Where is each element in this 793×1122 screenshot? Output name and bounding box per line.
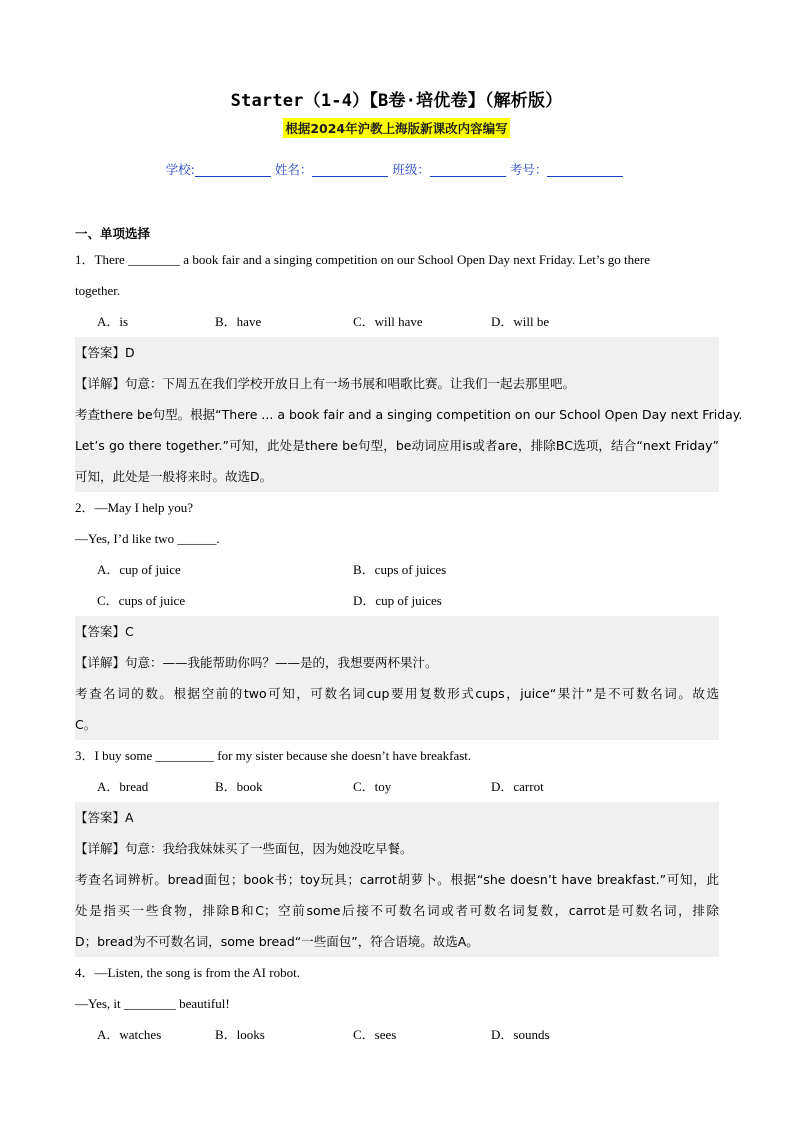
detail-line: 【详解】句意：下周五在我们学校开放日上有一场书展和唱歌比赛。让我们一起去那里吧。 <box>75 376 576 391</box>
question-2-option-c[interactable]: C．cups of juice <box>97 593 186 608</box>
question-4-option-a[interactable]: A．watches <box>97 1027 162 1042</box>
question-3-option-d[interactable]: D．carrot <box>491 779 544 794</box>
detail-line: 【详解】句意：——我能帮助你吗？——是的，我想要两杯果汁。 <box>75 655 438 670</box>
question-2-answer-block <box>75 616 719 740</box>
detail-line: 考查there be句型。根据“There ... a book fair and a singing competition on our School Open Day next Friday. <box>75 407 743 422</box>
question-4-text: 4．—Listen, the song is from the AI robot. <box>75 965 300 980</box>
detail-line: 考查名词的数。根据空前的two可知，可数名词cup要用复数形式cups，juice“果汁”是不可数名词。故选 <box>75 686 719 701</box>
class-blank[interactable] <box>430 163 506 177</box>
question-1-text-cont: together. <box>75 283 121 298</box>
question-3-option-c[interactable]: C．toy <box>353 779 392 794</box>
school-label: 学校: <box>165 162 195 177</box>
answer-label: 【答案】C <box>75 624 134 639</box>
page-title: Starter（1-4）【B卷·培优卷】（解析版） <box>230 91 563 111</box>
page-subtitle: 根据2024年沪教上海版新课改内容编写 <box>283 118 509 138</box>
question-2-options-row-1 <box>75 554 719 585</box>
class-label: 班级： <box>392 162 430 177</box>
exam-number-label: 考号： <box>509 162 548 177</box>
detail-line: 可知，此处是一般将来时。故选D。 <box>75 469 273 484</box>
name-label: 姓名： <box>274 162 313 177</box>
detail-line: 【详解】句意：我给我妹妹买了一些面包，因为她没吃早餐。 <box>75 841 413 856</box>
question-3-text: 3．I buy some _________ for my sister because she doesn’t have breakfast. <box>75 748 472 763</box>
question-2-options-row-2 <box>75 585 719 616</box>
questions-list <box>75 244 743 1050</box>
question-1-option-c[interactable]: C．will have <box>353 314 423 329</box>
question-1-option-b[interactable]: B．have <box>215 314 262 329</box>
detail-line: D；bread为不可数名词，some bread“一些面包”，符合语境。故选A。 <box>75 934 479 949</box>
question-1-option-d[interactable]: D．will be <box>491 314 550 329</box>
question-2-option-a[interactable]: A．cup of juice <box>97 562 181 577</box>
school-blank[interactable] <box>195 163 271 177</box>
student-info-row <box>0 160 793 178</box>
answer-label: 【答案】A <box>75 810 134 825</box>
question-2-text: 2．—May I help you? <box>75 500 194 515</box>
question-3-option-a[interactable]: A．bread <box>97 779 149 794</box>
question-4-option-c[interactable]: C．sees <box>353 1027 397 1042</box>
question-2-option-d[interactable]: D．cup of juices <box>353 593 442 608</box>
question-1-text: 1．There ________ a book fair and a singing competition on our School Open Day next Friday. Let’s go there <box>75 252 651 267</box>
question-4-option-b[interactable]: B．looks <box>215 1027 265 1042</box>
detail-line: C。 <box>75 717 97 732</box>
section-title: 一、单项选择 <box>75 226 151 241</box>
exam-number-blank[interactable] <box>547 163 623 177</box>
question-3-option-b[interactable]: B．book <box>215 779 263 794</box>
question-4-options <box>75 1019 719 1050</box>
question-2-text-cont: —Yes, I’d like two ______. <box>75 531 220 546</box>
question-1-option-a[interactable]: A．is <box>97 314 129 329</box>
question-2-option-b[interactable]: B．cups of juices <box>353 562 447 577</box>
detail-line: 处是指买一些食物，排除B和C；空前some后接不可数名词或者可数名词复数，carrot是可数名词，排除 <box>75 903 719 918</box>
question-1-options <box>75 306 719 337</box>
question-1-answer-block <box>75 337 743 492</box>
question-3-answer-block <box>75 802 719 957</box>
answer-label: 【答案】D <box>75 345 135 360</box>
detail-line: Let’s go there together.”可知，此处是there be句型，be动词应用is或者are，排除BC选项，结合“next Friday” <box>75 438 719 453</box>
question-4-text-cont: —Yes, it ________ beautiful! <box>75 996 230 1011</box>
subtitle-container <box>0 118 793 138</box>
detail-line: 考查名词辨析。bread面包；book书；toy玩具；carrot胡萝卜。根据“she doesn’t have breakfast.”可知，此 <box>75 872 719 887</box>
question-4-option-d[interactable]: D．sounds <box>491 1027 550 1042</box>
question-3-options <box>75 771 719 802</box>
name-blank[interactable] <box>312 163 388 177</box>
